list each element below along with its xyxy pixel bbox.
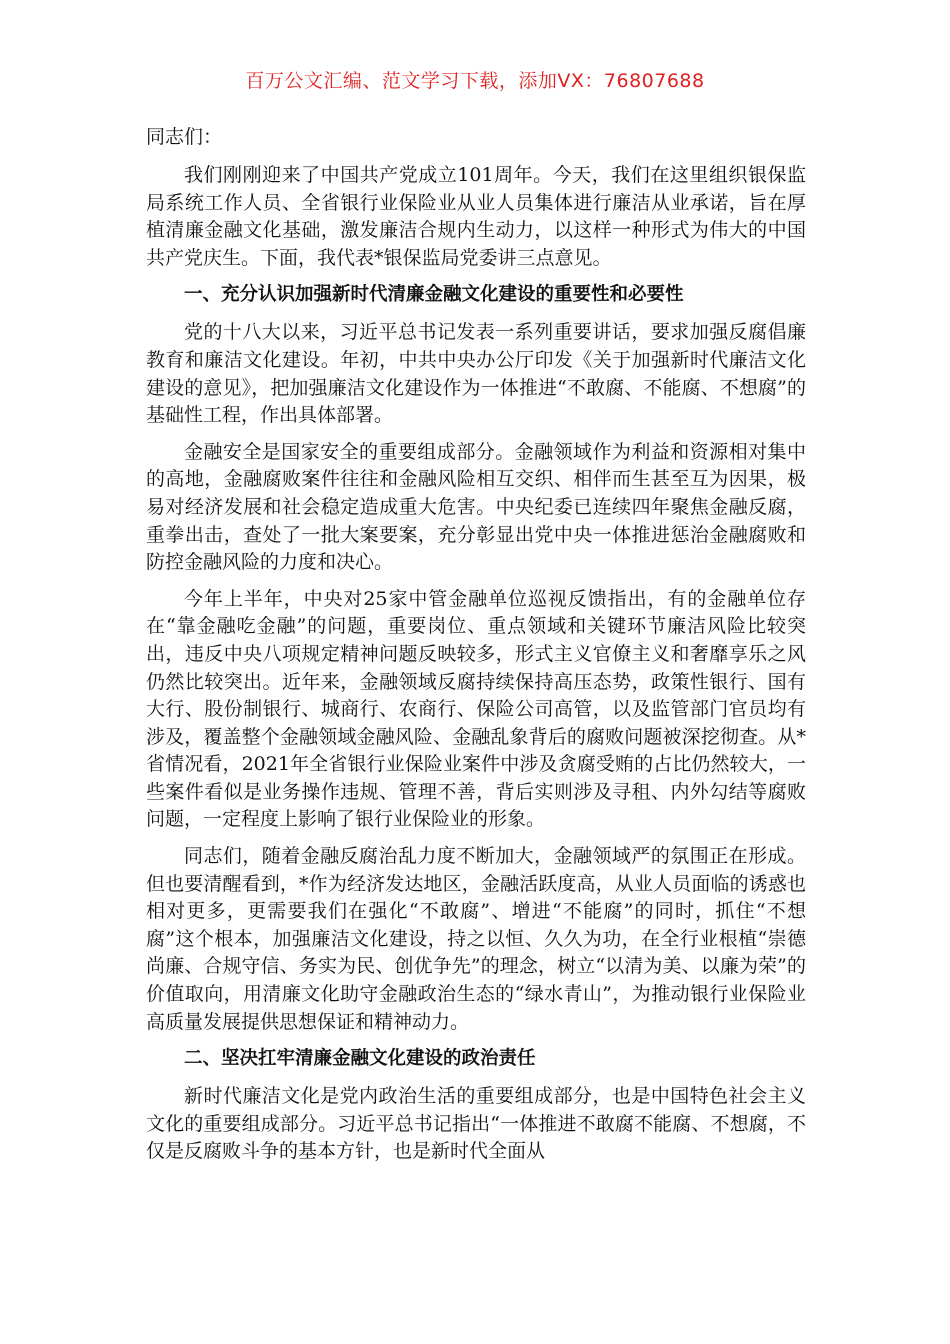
intro-paragraph: 我们刚刚迎来了中国共产党成立101周年。今天，我们在这里组织银保监局系统工作人员、全省银行业保险业从业人员集体进行廉洁从业承诺，旨在厚植清廉金融文化基础，激发廉洁合规内生动力，以这样一种形式为伟大的中国共产党庆生。下面，我代表*银保监局党委讲三点意见。: [146, 164, 806, 269]
section-1-paragraph: 今年上半年，中央对25家中管金融单位巡视反馈指出，有的金融单位存在“靠金融吃金融”的问题，重要岗位、重点领域和关键环节廉洁风险比较突出，违反中央八项规定精神问题反映较多，形式主义官僚主义和奢靡享乐之风仍然比较突出。近年来，金融领域反腐持续保持高压态势，政策性银行、国有大行、股份制银行、城商行、农商行、保险公司高管，以及监管部门官员均有涉及，覆盖整个金融领域金融风险、金融乱象背后的腐败问题被深挖彻查。从*省情况看，2021年全省银行业保险业案件中涉及贪腐受贿的占比仍然较大，一些案件看似是业务操作违规、管理不善，背后实则涉及寻租、内外勾结等腐败问题，一定程度上影响了银行业保险业的形象。: [146, 587, 806, 831]
section-2-paragraph: 新时代廉洁文化是党内政治生活的重要组成部分，也是中国特色社会主义文化的重要组成部分。习近平总书记指出“一体推进不敢腐不能腐、不想腐，不仅是反腐败斗争的基本方针，也是新时代全面从: [146, 1085, 806, 1163]
section-2-heading: 二、坚决扛牢清廉金融文化建设的政治责任: [184, 1048, 536, 1070]
section-1-heading: 一、充分认识加强新时代清廉金融文化建设的重要性和必要性: [184, 284, 684, 306]
section-1-paragraph: 党的十八大以来，习近平总书记发表一系列重要讲话，要求加强反腐倡廉教育和廉洁文化建设。年初，中共中央办公厅印发《关于加强新时代廉洁文化建设的意见》，把加强廉洁文化建设作为一体推进“不敢腐、不能腐、不想腐”的基础性工程，作出具体部署。: [146, 321, 806, 427]
greeting: 同志们：: [146, 126, 223, 148]
section-1-paragraph: 金融安全是国家安全的重要组成部分。金融领域作为利益和资源相对集中的高地，金融腐败案件往往和金融风险相互交织、相伴而生甚至互为因果，极易对经济发展和社会稳定造成重大危害。中央纪委已连续四年聚焦金融反腐，重拳出击，查处了一批大案要案，充分彰显出党中央一体推进惩治金融腐败和防控金融风险的力度和决心。: [146, 440, 806, 574]
header-banner: 百万公文汇编、范文学习下载，添加VX：76807688: [245, 70, 705, 92]
section-1-paragraph: 同志们，随着金融反腐治乱力度不断加大，金融领域严的氛围正在形成。但也要清醒看到，*作为经济发达地区，金融活跃度高，从业人员面临的诱惑也相对更多，更需要我们在强化“不敢腐”、增进“不能腐”的同时，抓住“不想腐”这个根本，加强廉洁文化建设，持之以恒、久久为功，在全行业根植“崇德尚廉、合规守信、务实为民、创优争先”的理念，树立“以清为美、以廉为荣”的价值取向，用清廉文化助守金融政治生态的“绿水青山”，为推动银行业保险业高质量发展提供思想保证和精神动力。: [146, 845, 806, 1033]
document-body: [146, 122, 806, 1175]
